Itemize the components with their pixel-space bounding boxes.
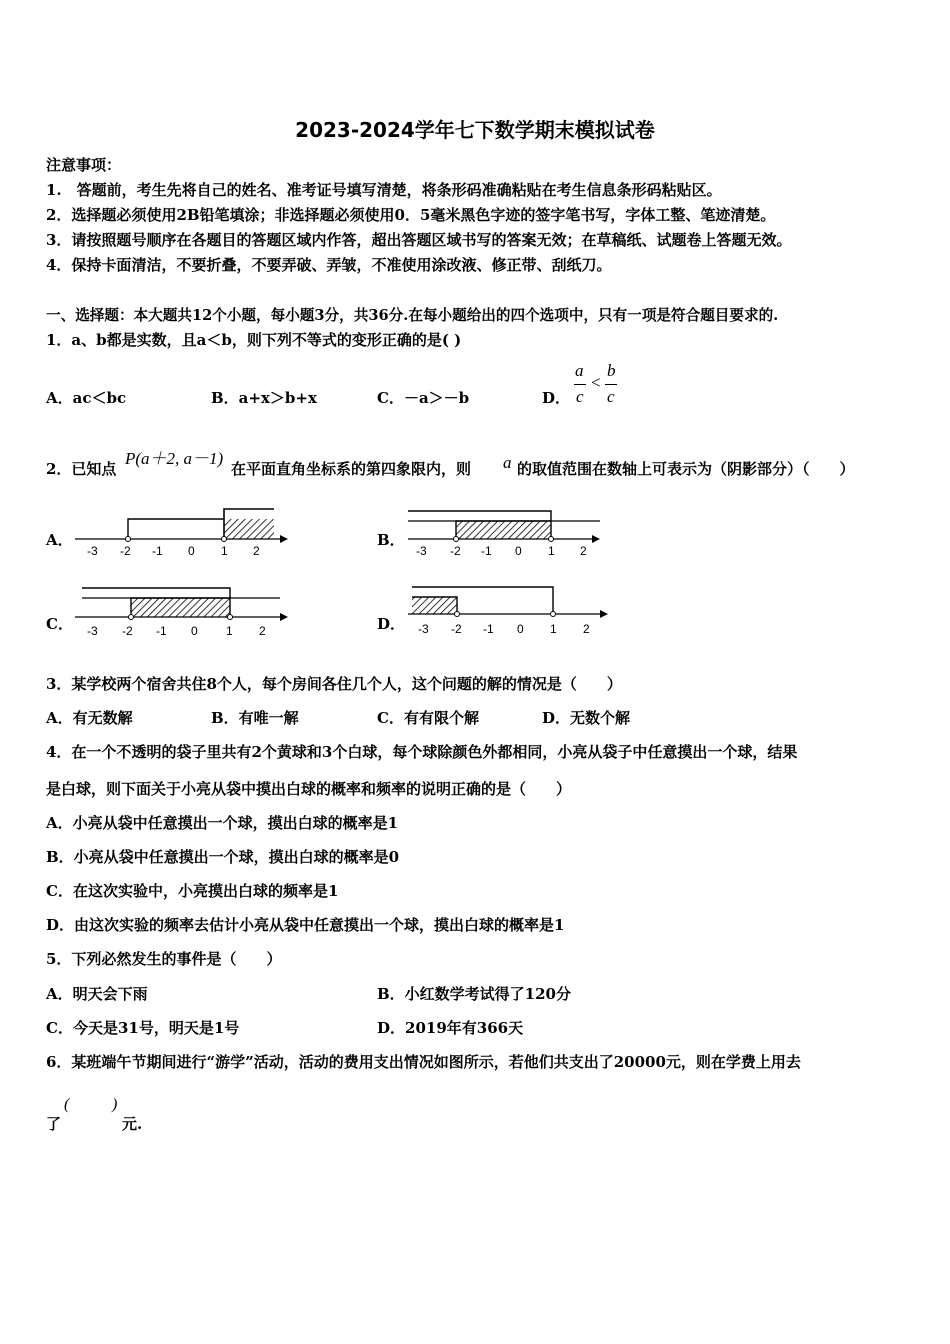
q3-option-a: A．有无数解	[46, 709, 133, 727]
tick-labels-d	[418, 622, 590, 636]
q2-label-b: B．	[377, 531, 405, 549]
frac-operator: <	[591, 373, 601, 392]
tick-label: 0	[188, 544, 195, 558]
tick-label: 1	[221, 544, 228, 558]
q1-option-c: C．－a＞－b	[377, 389, 470, 407]
tick-label: -2	[122, 624, 133, 638]
tick-label: -2	[450, 544, 461, 558]
q6-tail-prefix: 了	[46, 1115, 62, 1133]
frac-right-numerator: b	[607, 361, 616, 380]
q6-answer-paren-close: )	[112, 1096, 118, 1113]
q2-suffix: 的取值范围在数轴上可表示为（阴影部分）（ ）	[517, 460, 855, 478]
tick-labels-c	[87, 624, 266, 638]
tick-label: -1	[156, 624, 167, 638]
notice-item-4: 4．保持卡面清洁，不要折叠，不要弄破、弄皱，不准使用涂改液、修正带、刮纸刀。	[46, 256, 612, 274]
tick-label: -3	[418, 622, 429, 636]
q4-stem-line2: 是白球，则下面关于小亮从袋中摸出白球的概率和频率的说明正确的是（ ）	[46, 780, 572, 798]
q1-option-a: A．ac＜bc	[46, 389, 127, 407]
tick-label: 2	[583, 622, 590, 636]
notice-item-1: 1. 答题前，考生先将自己的姓名、准考证号填写清楚，将条形码准确粘贴在考生信息条形码粘贴区。	[46, 181, 722, 199]
q2-middle: 在平面直角坐标系的第四象限内，则	[231, 460, 472, 478]
tick-label: -2	[451, 622, 462, 636]
tick-label: -3	[416, 544, 427, 558]
number-line-d	[408, 587, 608, 618]
page-title: 2023-2024学年七下数学期末模拟试卷	[295, 118, 655, 142]
tick-label: 2	[253, 544, 260, 558]
q6-answer-paren-open: (	[64, 1096, 70, 1113]
tick-label: -2	[120, 544, 131, 558]
tick-label: -3	[87, 544, 98, 558]
tick-label: 0	[191, 624, 198, 638]
q1-option-d-label: D．	[542, 389, 571, 407]
tick-label: 1	[548, 544, 555, 558]
q2-label-c: C．	[46, 615, 73, 633]
q3-option-b: B．有唯一解	[211, 709, 299, 727]
q3-stem: 3．某学校两个宿舍共住8个人，每个房间各住几个人，这个问题的解的情况是（ ）	[46, 675, 622, 693]
q5-option-c: C．今天是31号，明天是1号	[46, 1019, 240, 1037]
q6-tail-suffix: 元.	[122, 1115, 143, 1133]
q5-option-b: B．小红数学考试得了120分	[377, 985, 571, 1003]
tick-label: 1	[550, 622, 557, 636]
number-line-b	[408, 511, 600, 543]
q4-option-a: A．小亮从袋中任意摸出一个球，摸出白球的概率是1	[46, 814, 399, 832]
tick-label: -1	[483, 622, 494, 636]
q3-option-d: D．无数个解	[542, 709, 631, 727]
tick-label: 0	[515, 544, 522, 558]
tick-label: -1	[152, 544, 163, 558]
q2-label-d: D．	[377, 615, 406, 633]
q3-option-c: C．有有限个解	[377, 709, 479, 727]
tick-labels-b	[416, 544, 587, 558]
number-line-a	[75, 509, 288, 543]
notice-heading: 注意事项：	[46, 156, 122, 174]
tick-label: 2	[580, 544, 587, 558]
frac-left-numerator: a	[575, 361, 584, 380]
q2-label-a: A．	[46, 531, 73, 549]
section-heading: 一、选择题：本大题共12个小题，每小题3分，共36分.在每小题给出的四个选项中，只有一项是符合题目要求的.	[46, 307, 779, 324]
q4-option-b: B．小亮从袋中任意摸出一个球，摸出白球的概率是0	[46, 848, 400, 866]
notice-item-2: 2．选择题必须使用2B铅笔填涂；非选择题必须使用0．5毫米黑色字迹的签字笔书写，字体工整、笔迹清楚。	[46, 206, 776, 224]
tick-label: -3	[87, 624, 98, 638]
notice-item-3: 3．请按照题号顺序在各题目的答题区域内作答，超出答题区域书写的答案无效；在草稿纸、试题卷上答题无效。	[46, 231, 792, 249]
q1-option-b: B．a+x＞b+x	[211, 389, 317, 407]
q4-stem-line1: 4．在一个不透明的袋子里共有2个黄球和3个白球，每个球除颜色外都相同，小亮从袋子中任意摸出一个球，结果	[46, 743, 798, 761]
q2-variable: a	[503, 453, 512, 472]
tick-label: 2	[259, 624, 266, 638]
q1-stem: 1．a、b都是实数，且a＜b，则下列不等式的变形正确的是( )	[46, 331, 462, 349]
frac-right-denominator: c	[607, 387, 615, 406]
tick-label: 0	[517, 622, 524, 636]
tick-label: 1	[226, 624, 233, 638]
q4-option-c: C．在这次实验中，小亮摸出白球的频率是1	[46, 882, 339, 900]
q2-prefix: 2．已知点	[46, 460, 117, 478]
q5-option-a: A．明天会下雨	[46, 985, 148, 1003]
tick-label: -1	[481, 544, 492, 558]
q4-option-d: D．由这次实验的频率去估计小亮从袋中任意摸出一个球，摸出白球的概率是1	[46, 916, 565, 934]
number-line-c	[75, 588, 288, 621]
tick-labels-a	[87, 544, 260, 558]
q5-option-d: D．2019年有366天	[377, 1019, 524, 1037]
frac-left-denominator: c	[576, 387, 584, 406]
q2-point: P(a＋2, a－1)	[125, 449, 224, 468]
q6-stem: 6．某班端午节期间进行“游学”活动，活动的费用支出情况如图所示，若他们共支出了20000元，则在学费上用去	[46, 1053, 801, 1071]
q5-stem: 5．下列必然发生的事件是（ ）	[46, 950, 282, 968]
